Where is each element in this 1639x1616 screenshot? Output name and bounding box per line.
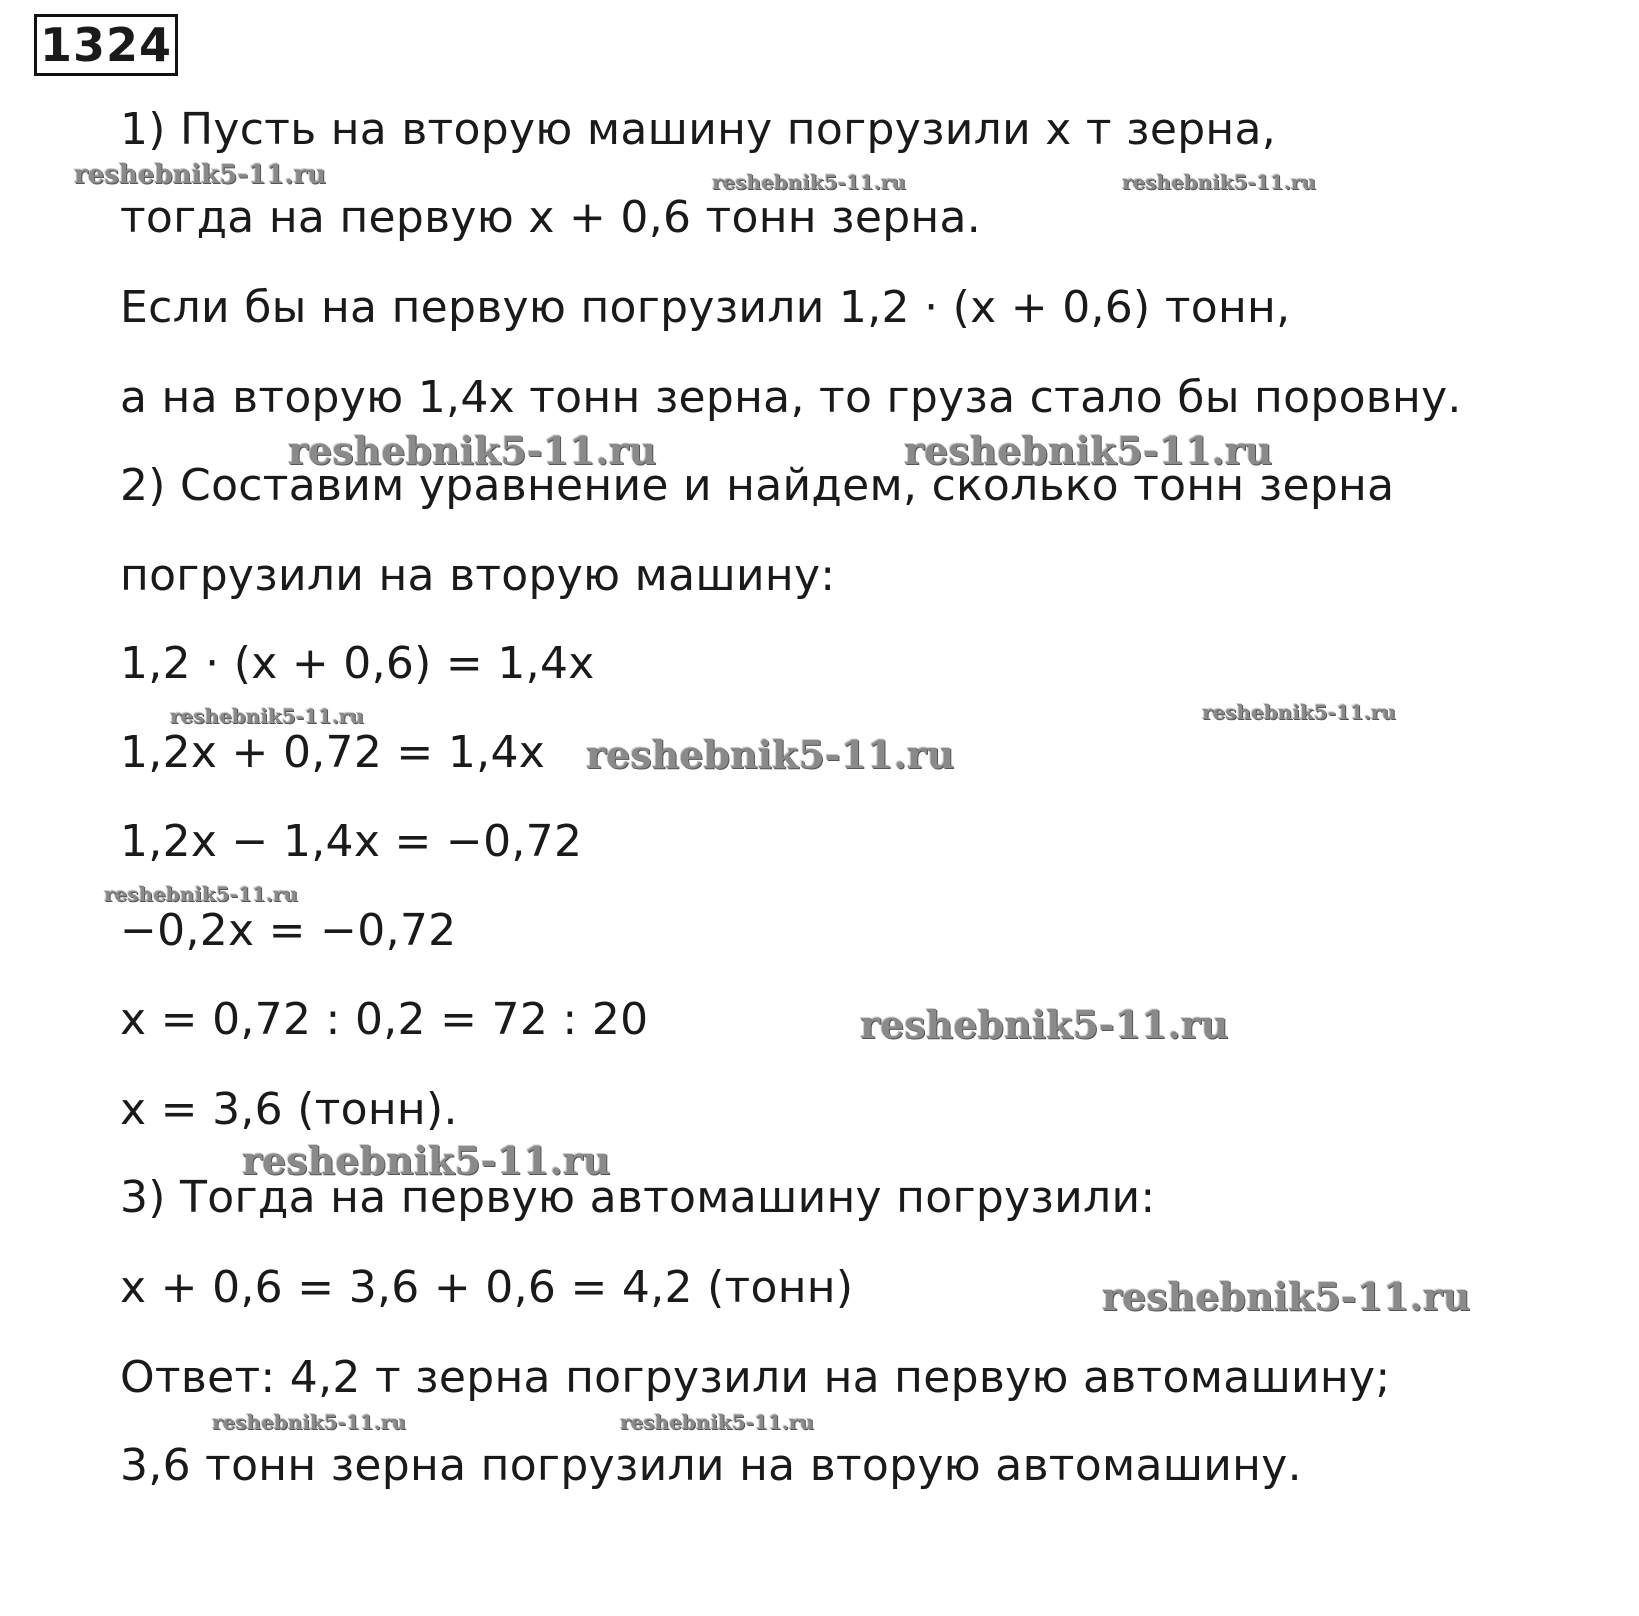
watermark: reshebnik5-11.ru: [288, 428, 657, 473]
watermark: reshebnik5-11.ru: [904, 428, 1273, 473]
problem-number: 1324: [34, 14, 178, 76]
solution-line-5: 2) Составим уравнение и найдем, сколько тонн зерна: [120, 460, 1395, 511]
solution-line-7: 3) Тогда на первую автомашину погрузили:: [120, 1172, 1156, 1223]
watermark: reshebnik5-11.ru: [620, 1410, 814, 1434]
equation-line-2: 1,2x + 0,72 = 1,4x: [120, 727, 546, 778]
equation-line-1: 1,2 · (x + 0,6) = 1,4x: [120, 638, 595, 689]
equation-line-4: −0,2x = −0,72: [120, 905, 457, 956]
solution-line-6: погрузили на вторую машину:: [120, 550, 836, 601]
watermark: reshebnik5-11.ru: [242, 1138, 611, 1183]
watermark: reshebnik5-11.ru: [104, 882, 298, 906]
watermark: reshebnik5-11.ru: [1102, 1274, 1471, 1319]
solution-line-4: а на вторую 1,4x тонн зерна, то груза стало бы поровну.: [120, 372, 1462, 423]
solution-line-2: тогда на первую x + 0,6 тонн зерна.: [120, 192, 982, 243]
watermark: reshebnik5-11.ru: [212, 1410, 406, 1434]
equation-line-5: x = 0,72 : 0,2 = 72 : 20: [120, 994, 649, 1045]
equation-line-3: 1,2x − 1,4x = −0,72: [120, 816, 583, 867]
watermark: reshebnik5-11.ru: [1122, 170, 1316, 194]
equation-line-6: x = 3,6 (тонн).: [120, 1084, 458, 1135]
watermark: reshebnik5-11.ru: [860, 1002, 1229, 1047]
solution-line-3: Если бы на первую погрузили 1,2 · (x + 0,6) тонн,: [120, 282, 1291, 333]
solution-line-1: 1) Пусть на вторую машину погрузили x т зерна,: [120, 104, 1277, 155]
answer-line-2: 3,6 тонн зерна погрузили на вторую автомашину.: [120, 1440, 1302, 1491]
equation-line-7: x + 0,6 = 3,6 + 0,6 = 4,2 (тонн): [120, 1262, 854, 1313]
watermark: reshebnik5-11.ru: [586, 732, 955, 777]
watermark: reshebnik5-11.ru: [712, 170, 906, 194]
watermark: reshebnik5-11.ru: [74, 160, 327, 190]
answer-line-1: Ответ: 4,2 т зерна погрузили на первую автомашину;: [120, 1352, 1391, 1403]
watermark: reshebnik5-11.ru: [170, 704, 364, 728]
watermark: reshebnik5-11.ru: [1202, 700, 1396, 724]
